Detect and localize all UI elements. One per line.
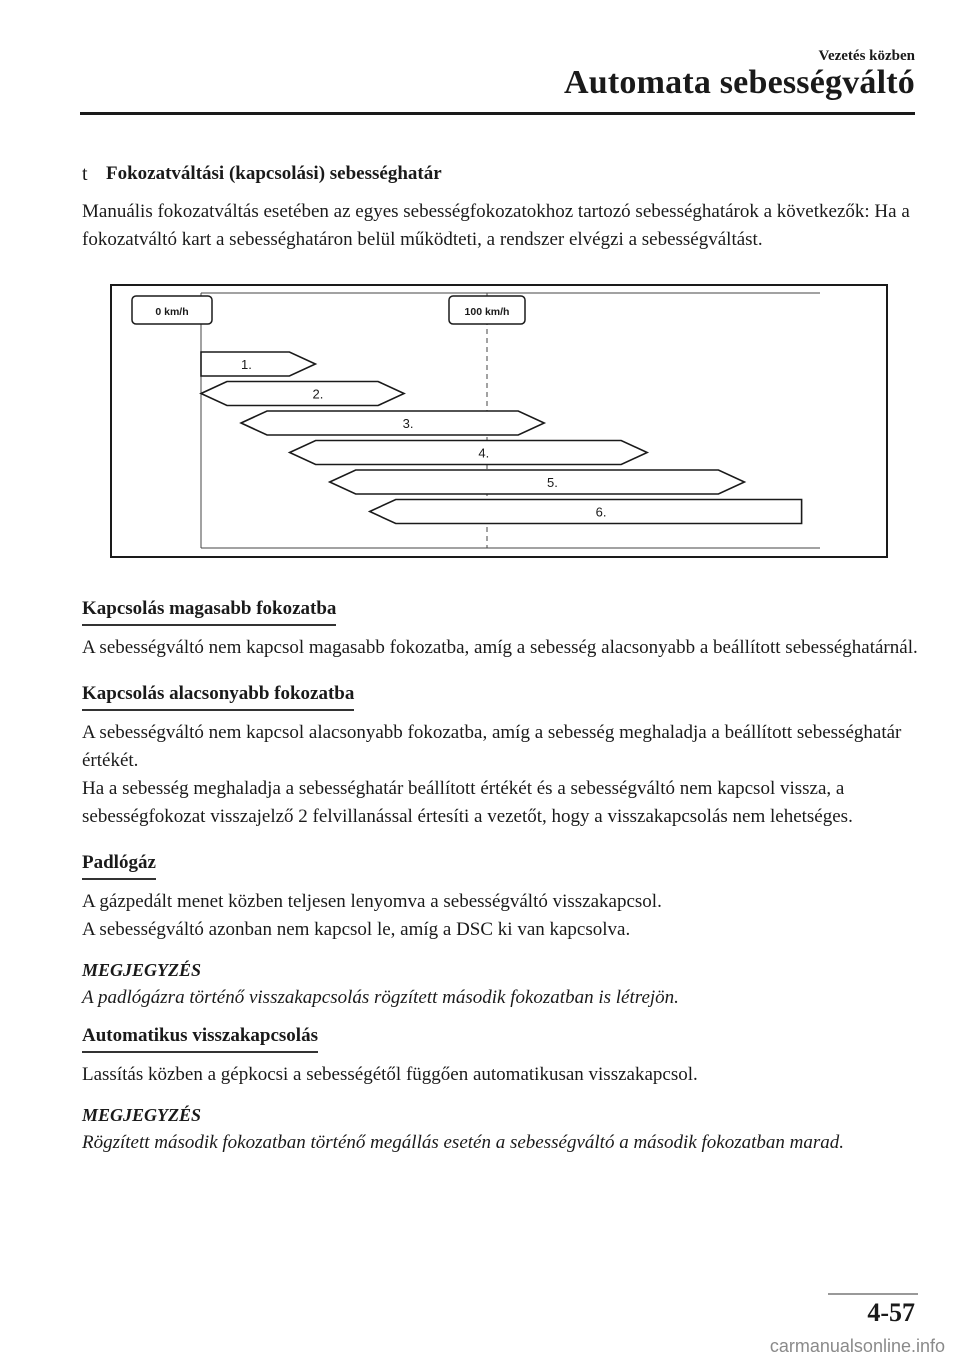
page-title: Automata sebességváltó xyxy=(564,64,915,101)
subsection-heading: Kapcsolás alacsonyabb fokozatba xyxy=(82,680,354,711)
speed-label-text: 100 km/h xyxy=(464,306,510,318)
subsection-paragraph: A sebességváltó azonban nem kapcsol le, amíg a DSC ki van kapcsolva. xyxy=(82,919,631,940)
gear-range-bar xyxy=(330,470,745,494)
subsection-heading-auto: Automatikus visszakapcsolás xyxy=(82,1022,318,1053)
section-bullet-icon: t xyxy=(82,163,88,185)
note-label-2: MEGJEGYZÉS xyxy=(82,1105,202,1125)
section-title-text: Fokozatváltási (kapcsolási) sebességhatár xyxy=(106,163,442,184)
section-title xyxy=(82,160,918,188)
gear-label: 3. xyxy=(402,416,414,431)
intro-paragraph: Manuális fokozatváltás esetében az egyes sebességfokozatokhoz tartozó sebességhatárok a következők: Ha a fokozatváltó kart a sebességhatáron belül működteti, a rendszer elvégzi a sebességváltást. xyxy=(82,201,910,250)
gear-label: 6. xyxy=(595,504,607,520)
gear-range-bar xyxy=(290,441,647,465)
page-content xyxy=(82,160,918,1157)
gear-range-bar xyxy=(201,382,404,406)
gear-label: 2. xyxy=(312,386,324,402)
gear-label: 5. xyxy=(547,475,558,490)
header-divider xyxy=(80,112,915,115)
gear-speed-diagram xyxy=(110,284,888,558)
note-text: A padlógázra történő visszakapcsolás rögzített második fokozatban is létrejön. xyxy=(82,987,679,1008)
gear-range-bar xyxy=(201,352,315,376)
gear-label: 1. xyxy=(241,357,252,372)
subsection-heading: Kapcsolás magasabb fokozatba xyxy=(82,595,336,626)
subsection-paragraph: A sebességváltó nem kapcsol magasabb fokozatba, amíg a sebesség alacsonyabb a beállított sebességhatárnál. xyxy=(82,637,918,658)
subsection-auto-paragraph: Lassítás közben a gépkocsi a sebességétől függően automatikusan visszakapcsol. xyxy=(82,1064,698,1085)
page-number: 4-57 xyxy=(867,1298,915,1327)
footer-divider xyxy=(828,1293,918,1295)
chapter-label: Vezetés közben xyxy=(818,48,915,64)
speed-label-text: 0 km/h xyxy=(155,306,189,318)
watermark: carmanualsonline.info xyxy=(769,1336,945,1356)
gear-range-bar xyxy=(241,411,544,435)
gear-label: 4. xyxy=(478,445,490,461)
subsection-paragraph: Ha a sebesség meghaladja a sebességhatár beállított értékét és a sebességváltó nem kapcsol vissza, a sebességfokozat visszajelző 2 felvillanással értesíti a vezetőt, hogy a visszakapcsolás nem lehetséges. xyxy=(82,778,853,827)
note-text-2: Rögzített második fokozatban történő megállás esetén a sebességváltó a második fokozatban marad. xyxy=(82,1132,845,1153)
note-label: MEGJEGYZÉS xyxy=(82,960,202,980)
subsection-paragraph: A sebességváltó nem kapcsol alacsonyabb fokozatba, amíg a sebesség meghaladja a beállított sebességhatár értékét. xyxy=(82,722,902,771)
subsection-paragraph: A gázpedált menet közben teljesen lenyomva a sebességváltó visszakapcsol. xyxy=(82,891,662,912)
gear-range-bar xyxy=(370,500,802,524)
subsection-heading: Padlógáz xyxy=(82,849,156,880)
